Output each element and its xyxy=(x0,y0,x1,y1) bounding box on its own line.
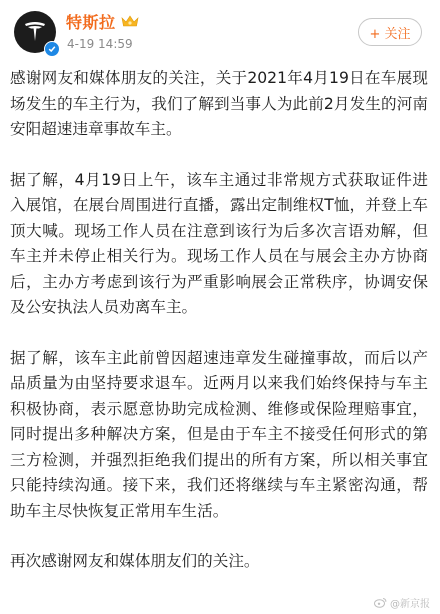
post-paragraph: 再次感谢网友和媒体朋友们的关注。 xyxy=(10,552,260,570)
watermark-text: @新京报 xyxy=(390,599,430,610)
weibo-logo-icon xyxy=(374,597,387,608)
username-row xyxy=(66,9,139,33)
verified-badge-icon xyxy=(44,41,60,57)
post-paragraph: 感谢网友和媒体朋友的关注，关于2021年4月19日在车展现场发生的车主行为，我们了解到当事人为此前2月发生的河南安阳超速违章事故车主。 xyxy=(10,69,428,138)
post-paragraph: 据了解，4月19日上午，该车主通过非常规方式获取证件进入展馆，在展台周围进行直播，露出定制维权T恤，并登上车顶大喊。现场工作人员在注意到该行为后多次言语劝解，但车主并未停止相关行为。现场工作人员在与展会主办方协商后，主办方考虑到该行为严重影响展会正常秩序，协调安保及公安执法人员劝离车主。 xyxy=(10,170,428,316)
post-header xyxy=(0,0,440,64)
follow-button[interactable]: + 关注 xyxy=(358,18,422,46)
post-timestamp: 4-19 14:59 xyxy=(67,37,133,51)
username[interactable]: 特斯拉 xyxy=(66,12,116,32)
watermark xyxy=(374,595,430,610)
crown-icon xyxy=(121,14,139,28)
post-paragraph: 据了解，该车主此前曾因超速违章发生碰撞事故，而后以产品质量为由坚持要求退车。近两月以来我们始终保持与车主积极协商，表示愿意协助完成检测、维修或保险理赔事宜，同时提出多种解决方案，但是由于车主不接受任何形式的第三方检测，并强烈拒绝我们提出的所有方案，所以相关事宜只能持续沟通。接下来，我们还将继续与车主紧密沟通，帮助车主尽快恢复正常用车生活。 xyxy=(10,348,428,520)
tesla-logo-icon xyxy=(22,19,48,45)
post-body xyxy=(10,66,428,575)
